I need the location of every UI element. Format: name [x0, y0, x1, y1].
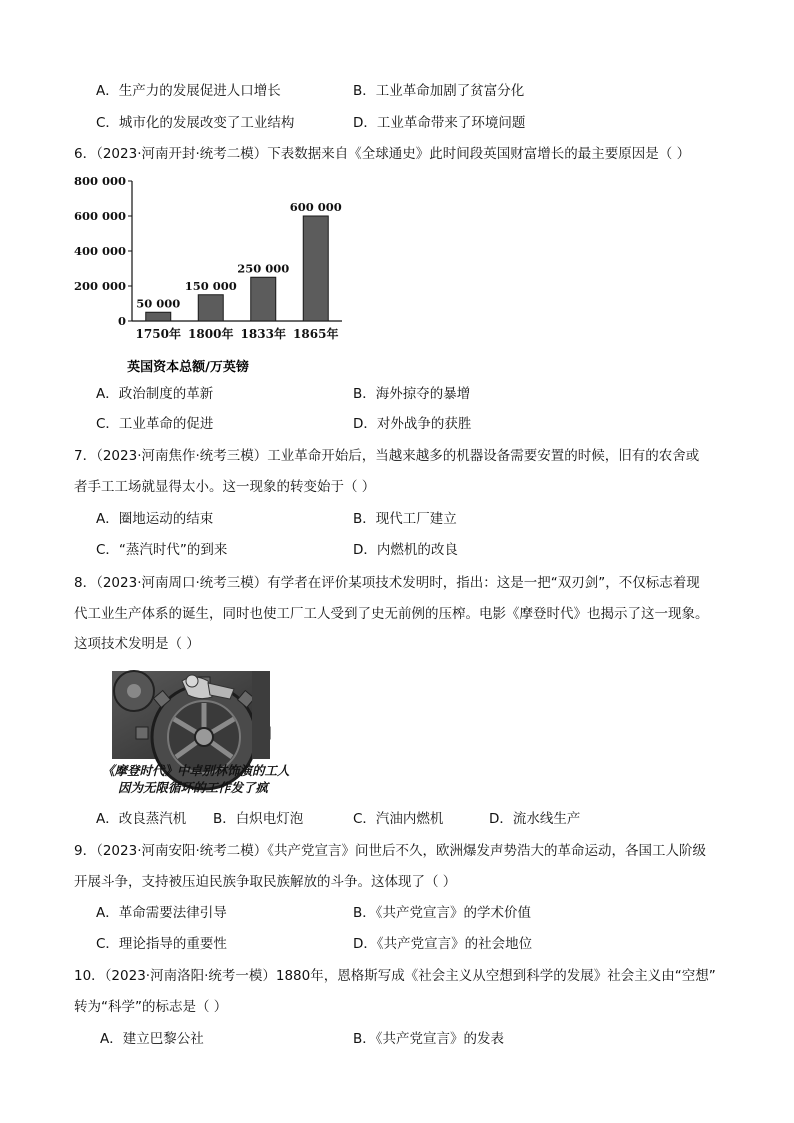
q7-option-a: A．圈地运动的结束	[96, 511, 214, 527]
q7-option-c: C．“蒸汽时代”的到来	[96, 542, 228, 558]
bar-value-label: 50 000	[136, 296, 181, 311]
x-tick-label: 1833年	[240, 327, 286, 341]
q6-option-c: C．工业革命的促进	[96, 416, 214, 432]
gear-machinery-image	[112, 671, 270, 759]
q8-stem-line-2: 代工业生产体系的诞生，同时也使工厂工人受到了史无前例的压榨。电影《摩登时代》也揭示了这一现象。	[74, 606, 709, 622]
x-tick-label: 1800年	[188, 327, 234, 341]
q5-option-a: A．生产力的发展促进人口增长	[96, 83, 281, 99]
q8-option-b: B．白炽电灯泡	[213, 811, 304, 827]
q9-option-b: B．《共产党宣言》的学术价值	[353, 905, 532, 921]
y-tick-label: 600 000	[73, 209, 126, 223]
q9-option-a: A．革命需要法律引导	[96, 905, 227, 921]
q6-option-a: A．政治制度的革新	[96, 386, 214, 402]
q8-option-a: A．改良蒸汽机	[96, 811, 187, 827]
bar	[251, 277, 276, 321]
bar	[198, 295, 223, 321]
q9-option-d: D．《共产党宣言》的社会地位	[353, 936, 533, 952]
bar-value-label: 150 000	[184, 278, 237, 293]
q8-stem-line-3: 这项技术发明是（ ）	[74, 636, 200, 652]
q5-option-c: C．城市化的发展改变了工业结构	[96, 115, 295, 131]
chart-x-label: 英国资本总额/万英镑	[127, 360, 249, 375]
bar-value-label: 600 000	[289, 200, 342, 214]
capital-bar-chart	[73, 170, 358, 380]
q10-stem-line-1: 10．（2023·河南洛阳·统考一模）1880年，恩格斯写成《社会主义从空想到科学的发展》社会主义由“空想”	[74, 968, 716, 984]
bar	[303, 216, 328, 321]
q7-option-b: B．现代工厂建立	[353, 511, 457, 527]
y-tick-label: 400 000	[73, 244, 126, 258]
q5-option-d: D．工业革命带来了环境问题	[353, 115, 526, 131]
bar-value-label: 250 000	[237, 261, 290, 276]
x-tick-label: 1750年	[135, 327, 181, 341]
photo-caption-line-1: 《摩登时代》中卓别林饰演的工人	[102, 763, 290, 778]
q8-option-d: D．流水线生产	[489, 811, 581, 827]
y-tick-label: 0	[117, 314, 126, 328]
modern-times-photo	[112, 671, 270, 759]
q5-option-b: B．工业革命加剧了贫富分化	[353, 83, 525, 99]
q10-option-b: B．《共产党宣言》的发表	[353, 1031, 505, 1047]
bar	[146, 312, 171, 321]
q10-option-a: A．建立巴黎公社	[100, 1031, 204, 1047]
q7-stem-line-1: 7．（2023·河南焦作·统考三模）工业革命开始后，当越来越多的机器设备需要安置的时候，旧有的农舍或	[74, 448, 700, 464]
q10-stem-line-2: 转为“科学”的标志是（ ）	[74, 999, 228, 1015]
q9-option-c: C．理论指导的重要性	[96, 936, 227, 952]
q6-option-d: D．对外战争的获胜	[353, 416, 472, 432]
q9-stem-line-1: 9．（2023·河南安阳·统考二模）《共产党宣言》问世后不久，欧洲爆发声势浩大的革命运动，各国工人阶级	[74, 843, 707, 859]
q6-stem: 6．（2023·河南开封·统考二模）下表数据来自《全球通史》此时间段英国财富增长的最主要原因是（ ）	[74, 146, 691, 162]
y-tick-label: 800 000	[73, 174, 126, 188]
q6-option-b: B．海外掠夺的暴增	[353, 386, 471, 402]
q8-stem-line-1: 8．（2023·河南周口·统考三模）有学者在评价某项技术发明时，指出：这是一把“双刃剑”，不仅标志着现	[74, 575, 700, 591]
q7-stem-line-2: 者手工工场就显得太小。这一现象的转变始于（ ）	[74, 479, 376, 495]
q9-stem-line-2: 开展斗争，支持被压迫民族争取民族解放的斗争。这体现了（ ）	[74, 874, 457, 890]
photo-caption-line-2: 因为无限循环的工作发了疯	[118, 780, 269, 795]
y-tick-label: 200 000	[73, 279, 126, 293]
q8-option-c: C．汽油内燃机	[353, 811, 444, 827]
x-tick-label: 1865年	[293, 327, 339, 341]
q7-option-d: D．内燃机的改良	[353, 542, 458, 558]
